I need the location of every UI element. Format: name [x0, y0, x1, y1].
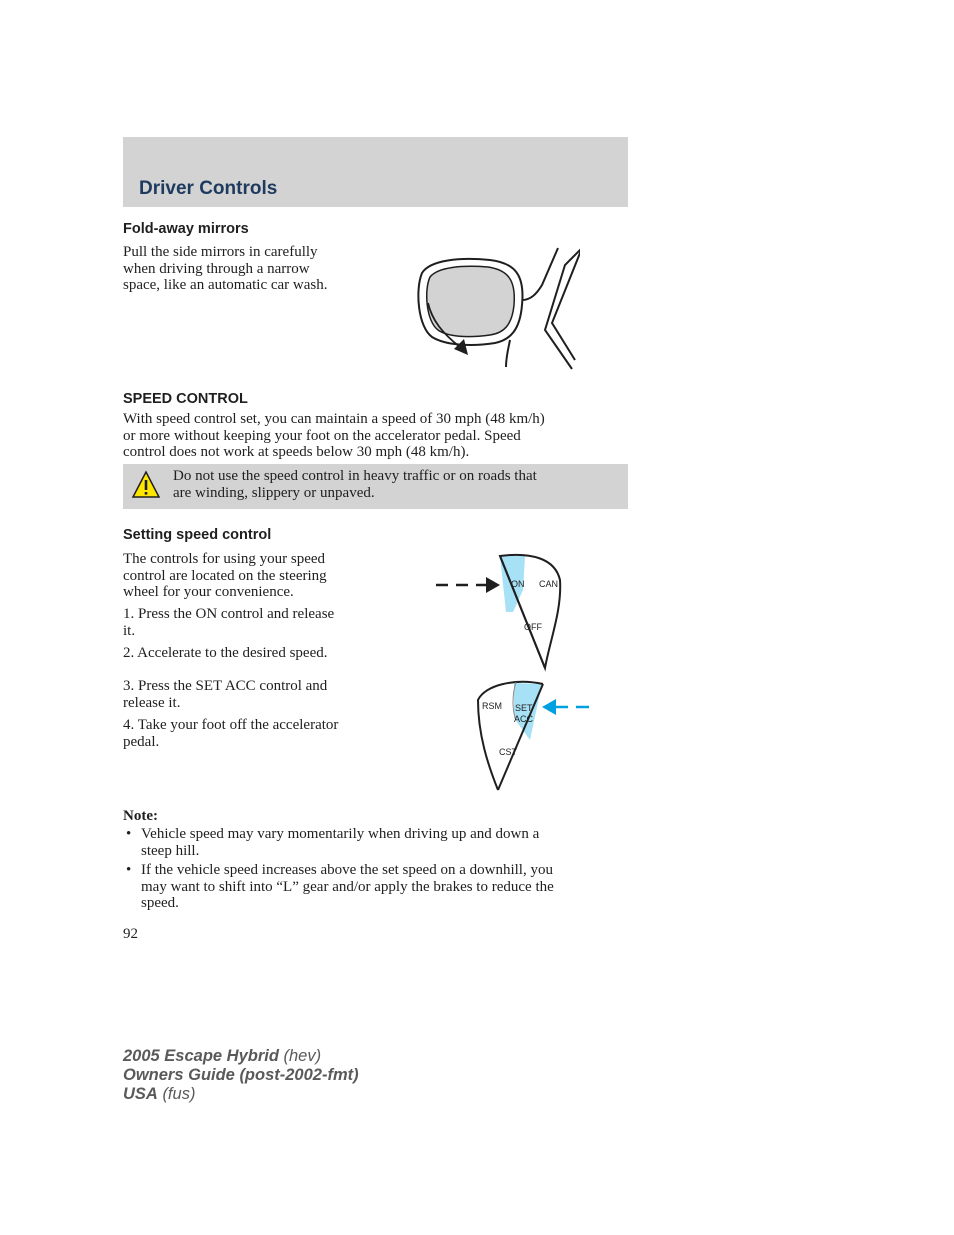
- footer-market: USA: [123, 1085, 158, 1103]
- cst-label: CST: [499, 747, 517, 757]
- footer-model: 2005 Escape Hybrid: [123, 1047, 279, 1065]
- speed-control-heading: SPEED CONTROL: [123, 391, 248, 407]
- speed-control-line: control does not work at speeds below 30 mph (48 km/h).: [123, 444, 470, 460]
- setting-intro-line: wheel for your convenience.: [123, 584, 294, 600]
- step-4-line: 4. Take your foot off the accelerator: [123, 717, 339, 733]
- set-label: SET: [515, 703, 533, 713]
- footer-guide: Owners Guide (post-2002-fmt): [123, 1066, 359, 1084]
- setting-intro-line: control are located on the steering: [123, 567, 327, 584]
- note-item-line: may want to shift into “L” gear and/or apply the brakes to reduce the: [141, 878, 554, 895]
- step-2: 2. Accelerate to the desired speed.: [123, 645, 328, 661]
- note-item-line: • Vehicle speed may vary momentarily when driving up and down a: [141, 826, 540, 842]
- footer-line-3: [123, 1085, 359, 1104]
- warning-icon: [131, 470, 161, 500]
- note-item: [123, 826, 628, 859]
- page-number: 92: [123, 926, 138, 942]
- step-3-line: release it.: [123, 694, 181, 711]
- setting-heading: Setting speed control: [123, 527, 272, 543]
- can-label: CAN: [539, 579, 559, 589]
- warning-line: Do not use the speed control in heavy traffic or on roads that: [173, 468, 537, 484]
- setting-intro: [123, 551, 327, 601]
- note-item-line: steep hill.: [141, 842, 200, 859]
- off-label: OFF: [524, 622, 542, 632]
- acc-label: ACC: [514, 714, 534, 724]
- fold-mirrors-heading: Fold-away mirrors: [123, 221, 249, 237]
- footer-line-1: [123, 1047, 359, 1066]
- speed-control-diagram: [430, 550, 600, 795]
- step-4: [123, 717, 338, 750]
- note-item-line: • If the vehicle speed increases above the set speed on a downhill, you: [141, 862, 553, 878]
- fold-mirrors-line: Pull the side mirrors in carefully: [123, 244, 318, 260]
- mirror-stalk: [506, 340, 510, 367]
- step-1-line: it.: [123, 622, 136, 639]
- step-3: [123, 678, 327, 711]
- warning-line: are winding, slippery or unpaved.: [173, 484, 375, 501]
- step-1: [123, 606, 334, 639]
- rsm-label: RSM: [482, 701, 502, 711]
- step-3-line: 3. Press the SET ACC control and: [123, 678, 328, 694]
- step-1-line: 1. Press the ON control and release: [123, 606, 335, 622]
- footer-line-2: [123, 1066, 359, 1085]
- note-list: [123, 826, 628, 915]
- setting-intro-line: The controls for using your speed: [123, 551, 326, 567]
- on-label: ON: [511, 579, 525, 589]
- warning-text: [173, 468, 618, 501]
- footer-model-code: (hev): [283, 1047, 322, 1065]
- note-item-line: speed.: [141, 895, 179, 911]
- fold-mirrors-text: [123, 244, 328, 294]
- footer-market-code: (fus): [162, 1085, 196, 1103]
- set-acc-arrow: [542, 699, 589, 715]
- on-arrow: [436, 577, 500, 593]
- mirror-arm: [522, 248, 558, 300]
- speed-control-line: With speed control set, you can maintain a speed of 30 mph (48 km/h): [123, 411, 545, 427]
- note-item: [123, 862, 628, 912]
- mirror-illustration: [410, 245, 580, 373]
- fold-mirrors-line: when driving through a narrow: [123, 260, 310, 277]
- fold-mirrors-line: space, like an automatic car wash.: [123, 277, 328, 293]
- speed-control-line: or more without keeping your foot on the accelerator pedal. Speed: [123, 427, 521, 444]
- footer: [123, 1047, 359, 1104]
- section-title: Driver Controls: [139, 178, 278, 199]
- note-label: Note:: [123, 808, 158, 824]
- mirror-glass: [427, 266, 515, 336]
- speed-control-text: [123, 411, 545, 461]
- step-4-line: pedal.: [123, 733, 160, 750]
